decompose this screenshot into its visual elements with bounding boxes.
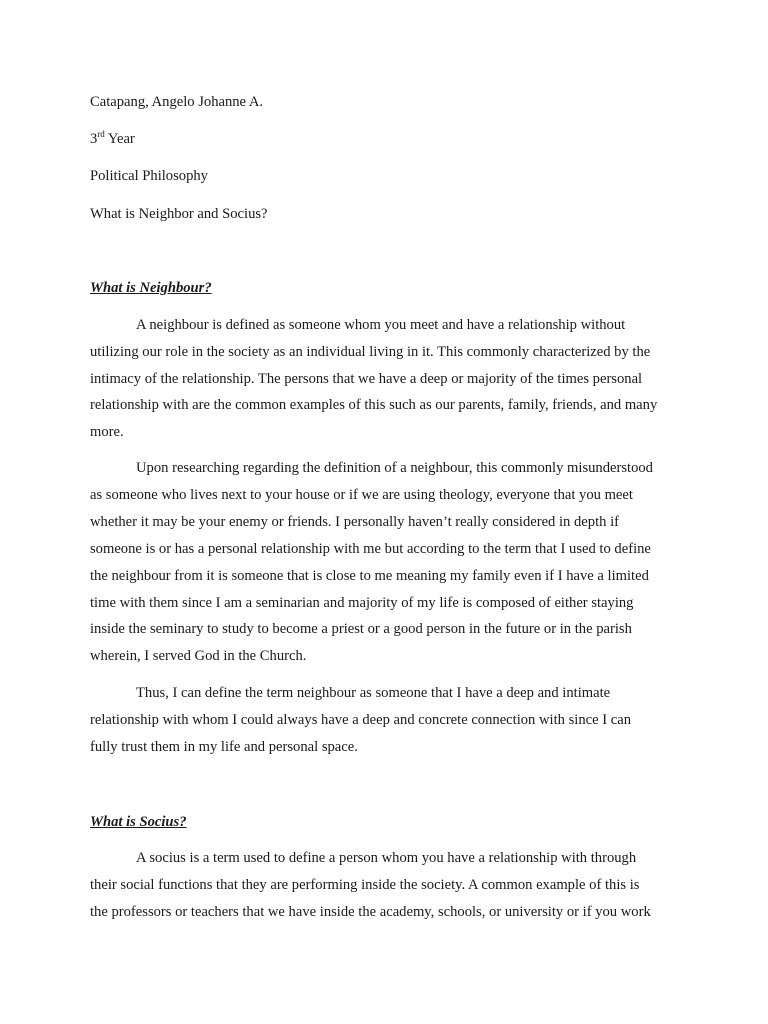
year-level <box>90 130 135 148</box>
paragraph-line: intimacy of the relationship. The persons that we have a deep or majority of the times personal <box>90 371 643 387</box>
paragraph-line: inside the seminary to study to become a priest or a good person in the future or in the parish <box>90 621 632 637</box>
paragraph-line: A neighbour is defined as someone whom you meet and have a relationship without <box>136 317 626 333</box>
paragraph-line: the neighbour from it is someone that is close to me meaning my family even if I have a limited <box>90 568 649 584</box>
year-number: 3 <box>90 131 98 147</box>
paragraph-line: as someone who lives next to your house or if we are using theology, everyone that you meet <box>90 487 633 503</box>
year-suffix: rd <box>97 129 105 139</box>
section-heading-socius: What is Socius? <box>90 814 187 830</box>
paragraph-line: A socius is a term used to define a person whom you have a relationship with through <box>136 850 637 866</box>
section-heading-neighbour: What is Neighbour? <box>90 280 212 296</box>
paragraph-line: more. <box>90 424 124 440</box>
paragraph-line: relationship with whom I could always have a deep and concrete connection with since I can <box>90 712 631 728</box>
paragraph-line: Thus, I can define the term neighbour as someone that I have a deep and intimate <box>136 685 611 701</box>
paragraph-line: the professors or teachers that we have inside the academy, schools, or university or if you work <box>90 904 651 920</box>
paragraph-line: someone is or has a personal relationship with me but according to the term that I used to define <box>90 541 651 557</box>
paragraph-line: whether it may be your enemy or friends. I personally haven’t really considered in depth if <box>90 514 619 530</box>
paragraph-line: wherein, I served God in the Church. <box>90 648 307 664</box>
year-word: Year <box>104 131 135 147</box>
course-name: Political Philosophy <box>90 168 208 184</box>
document-title: What is Neighbor and Socius? <box>90 206 268 222</box>
paragraph-line: time with them since I am a seminarian and majority of my life is composed of either staying <box>90 595 634 611</box>
paragraph-line: fully trust them in my life and personal space. <box>90 739 358 755</box>
paragraph-line: their social functions that they are performing inside the society. A common example of this is <box>90 877 640 893</box>
author-name: Catapang, Angelo Johanne A. <box>90 94 264 110</box>
paragraph-line: Upon researching regarding the definition of a neighbour, this commonly misunderstood <box>136 460 653 476</box>
paragraph-line: relationship with are the common examples of this such as our parents, family, friends, and many <box>90 397 658 413</box>
paragraph-line: utilizing our role in the society as an individual living in it. This commonly characterized by the <box>90 344 651 360</box>
